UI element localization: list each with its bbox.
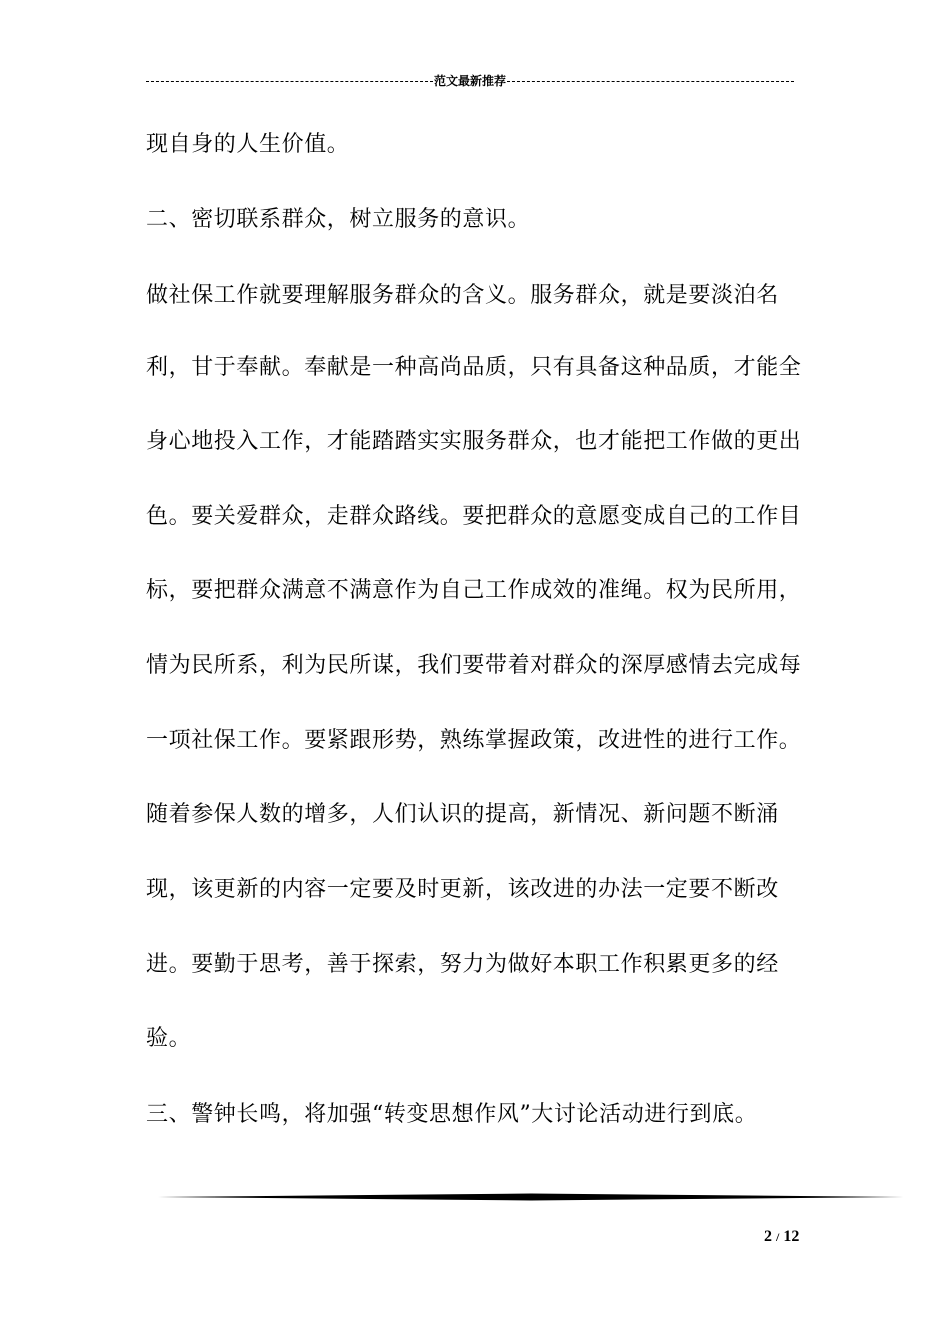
footer-divider [158,1193,904,1201]
body-line: 现，该更新的内容一定要及时更新，该改进的办法一定要不断改 [146,877,779,902]
page-number [764,1228,799,1246]
page-separator: / [776,1230,780,1244]
header-title: 范文最新推荐 [434,73,507,88]
body-line: 色。要关爱群众，走群众路线。要把群众的意愿变成自己的工作目 [146,504,802,529]
body-line: 一项社保工作。要紧跟形势，熟练掌握政策，改进性的进行工作。 [146,728,802,753]
header-dash-left [146,81,433,82]
body-line: 身心地投入工作，才能踏踏实实服务群众，也才能把工作做的更出 [146,429,802,454]
body-line: 情为民所系，利为民所谋，我们要带着对群众的深厚感情去完成每 [146,653,802,678]
current-page: 2 [764,1228,772,1245]
body-line: 现自身的人生价值。 [146,132,350,157]
body-line: 标，要把群众满意不满意作为自己工作成效的准绳。权为民所用， [146,578,802,603]
body-line: 利，甘于奉献。奉献是一种高尚品质，只有具备这种品质，才能全 [146,355,802,380]
header-dash-right [507,81,794,82]
body-line: 进。要勤于思考，善于探索，努力为做好本职工作积累更多的经 [146,952,779,977]
section-heading: 三、警钟长鸣，将加强“转变思想作风”大讨论活动进行到底。 [146,1102,758,1127]
section-heading: 二、密切联系群众，树立服务的意识。 [146,207,531,232]
total-pages: 12 [783,1228,800,1245]
body-line: 验。 [146,1026,192,1051]
page-header [146,70,794,90]
body-line: 做社保工作就要理解服务群众的含义。服务群众，就是要淡泊名 [146,283,779,308]
body-line: 随着参保人数的增多，人们认识的提高，新情况、新问题不断涌 [146,802,779,827]
